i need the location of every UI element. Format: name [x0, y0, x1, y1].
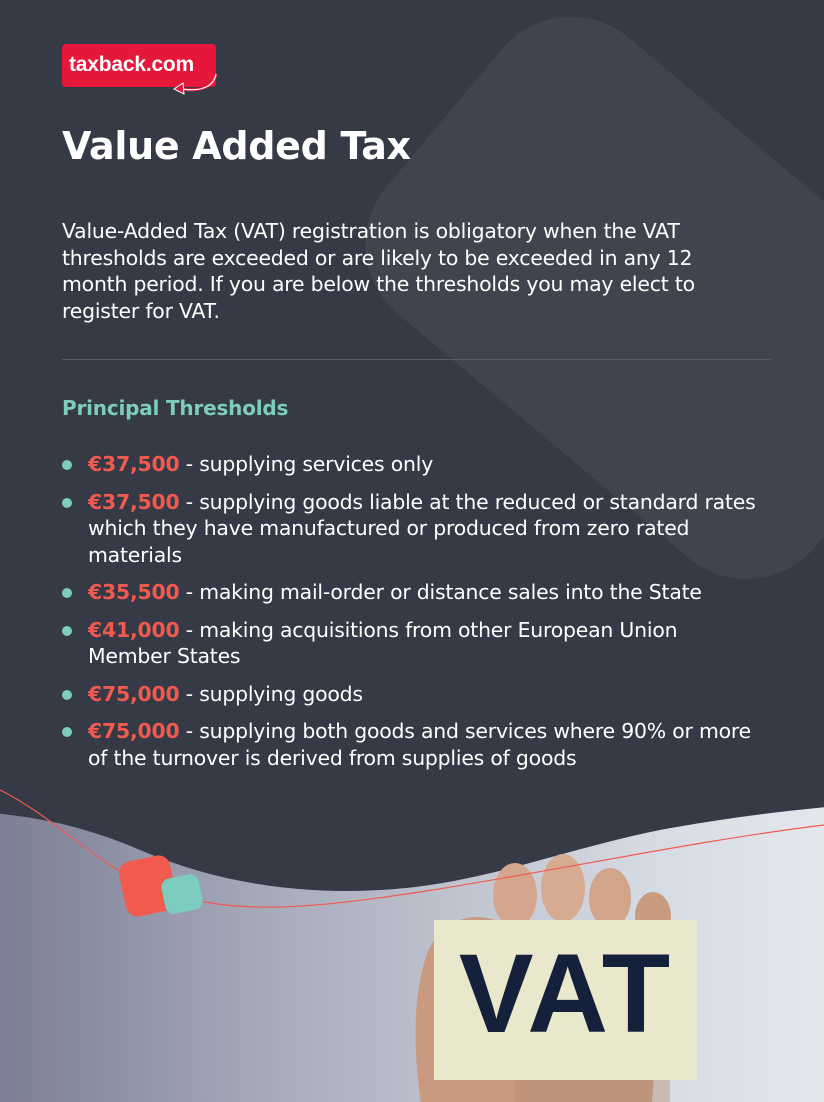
list-item: [62, 489, 762, 569]
intro-paragraph: Value-Added Tax (VAT) registration is obligatory when the VAT thresholds are exceeded or are likely to be exceeded in any 12 month period. If you are below the thresholds you may elect to register for VAT.: [62, 219, 695, 323]
threshold-amount: €37,500: [88, 452, 180, 476]
page-title: Value Added Tax: [62, 124, 411, 168]
threshold-description: - supplying services only: [179, 452, 434, 476]
logo-return-arrow-icon: [166, 72, 220, 96]
bullet-icon: [62, 588, 72, 598]
list-item: [62, 718, 762, 771]
threshold-description: - supplying goods liable at the reduced or standard rates which they have manufactured or produced from zero rated materials: [88, 489, 756, 567]
section-divider: [62, 359, 771, 360]
vat-card: [434, 920, 697, 1080]
threshold-amount: €75,000: [88, 719, 180, 743]
threshold-description: - making mail-order or distance sales into the State: [179, 580, 702, 604]
bullet-icon: [62, 498, 72, 508]
bullet-icon: [62, 626, 72, 636]
threshold-amount: €37,500: [88, 489, 180, 514]
section-heading: Principal Thresholds: [62, 396, 289, 420]
bullet-icon: [62, 460, 72, 470]
threshold-amount: €75,000: [88, 681, 180, 706]
bullet-icon: [62, 727, 72, 737]
threshold-description: - supplying goods: [179, 681, 363, 706]
list-item: [62, 451, 762, 478]
thresholds-list: [62, 451, 762, 782]
list-item: [62, 617, 762, 670]
taxback-logo: [62, 44, 218, 94]
decorative-red-line: [0, 780, 824, 930]
bullet-icon: [62, 690, 72, 700]
vat-card-text: VAT: [458, 931, 673, 1056]
logo-text: taxback.com: [69, 53, 195, 76]
threshold-description: - supplying both goods and services where 90% or more of the turnover is derived from supplies of goods: [88, 719, 752, 770]
threshold-amount: €41,000: [88, 617, 180, 642]
threshold-amount: €35,500: [88, 580, 180, 604]
list-item: [62, 681, 762, 708]
list-item: [62, 579, 762, 606]
threshold-description: - making acquisitions from other European Union Member States: [88, 617, 678, 668]
